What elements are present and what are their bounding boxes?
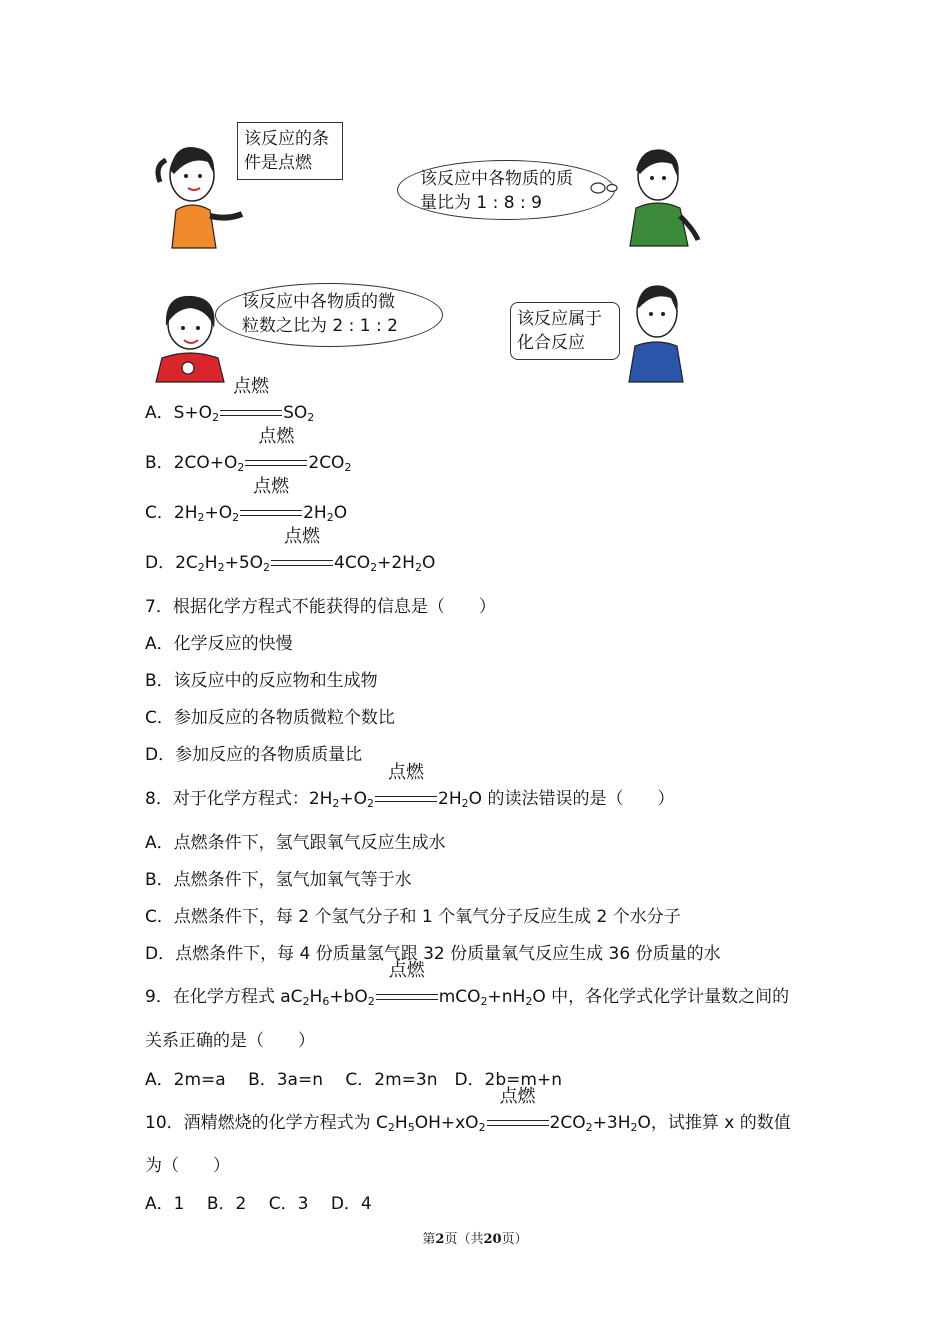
- speech-bubble-1: 该反应的条 件是点燃: [237, 122, 343, 180]
- q8-option-c: C．点燃条件下，每 2 个氢气分子和 1 个氧气分子反应生成 2 个水分子: [145, 907, 681, 927]
- q7-option-d: D．参加反应的各物质质量比: [145, 745, 363, 765]
- q8-option-d: D．点燃条件下，每 4 份质量氢气跟 32 份质量氧气反应生成 36 份质量的水: [145, 944, 721, 964]
- bubble-tail-2: [590, 178, 620, 198]
- q9-options: A．2m=a B．3a=n C．2m=3n D．2b=m+n: [145, 1070, 562, 1090]
- q6-option-c: C．$2H_2+O_2$ 点燃 $2H_2O$: [145, 476, 348, 524]
- q6-option-a: A．$S+O_2$ 点燃 $SO_2$: [145, 376, 315, 424]
- q9-stem-line2: 关系正确的是（ ）: [145, 1031, 315, 1051]
- q8-stem: 8．对于化学方程式：$2H_2+O_2$ 点燃 $2H_2O$ 的读法错误的是（ ）: [145, 762, 675, 810]
- girl-figure: [150, 130, 250, 250]
- q6-option-d: D．$2C_2H_2+5O_2$ 点燃 $4CO_2+2H_2O$: [145, 526, 436, 574]
- q6-option-b: B．$2CO+O_2$ 点燃 $2CO_2$: [145, 426, 352, 474]
- man-figure: [615, 276, 690, 384]
- q10-stem: 10．酒精燃烧的化学方程式为 $C_2H_5OH+xO_2$ 点燃 $2CO_2+3H_2O$，试推算 x 的数值: [145, 1086, 791, 1134]
- q7-option-a: A．化学反应的快慢: [145, 634, 293, 654]
- q10-stem-line2: 为（ ）: [145, 1156, 230, 1176]
- q7-option-c: C．参加反应的各物质微粒个数比: [145, 708, 395, 728]
- speech-bubble-3: 该反应中各物质的微 粒数之比为 2 : 1 : 2: [215, 283, 443, 347]
- q9-stem: 9．在化学方程式 $aC_2H_6+bO_2$ 点燃 $mCO_2+nH_2O$ 中，各化学式化学计量数之间的: [145, 960, 790, 1008]
- q8-option-a: A．点燃条件下，氢气跟氧气反应生成水: [145, 833, 446, 853]
- q8-option-b: B．点燃条件下，氢气加氧气等于水: [145, 870, 412, 890]
- q10-options: A．1 B．2 C．3 D．4: [145, 1194, 372, 1214]
- boy-figure: [618, 140, 703, 248]
- page-footer: 第2页（共20页）: [422, 1232, 528, 1247]
- q7-option-b: B．该反应中的反应物和生成物: [145, 671, 378, 691]
- q7-stem: 7．根据化学方程式不能获得的信息是（ ）: [145, 597, 496, 617]
- speech-bubble-4: 该反应属于 化合反应: [510, 302, 620, 360]
- woman-figure: [150, 288, 230, 383]
- thought-bubble-2: 该反应中各物质的质 量比为 1 : 8 : 9: [397, 160, 615, 220]
